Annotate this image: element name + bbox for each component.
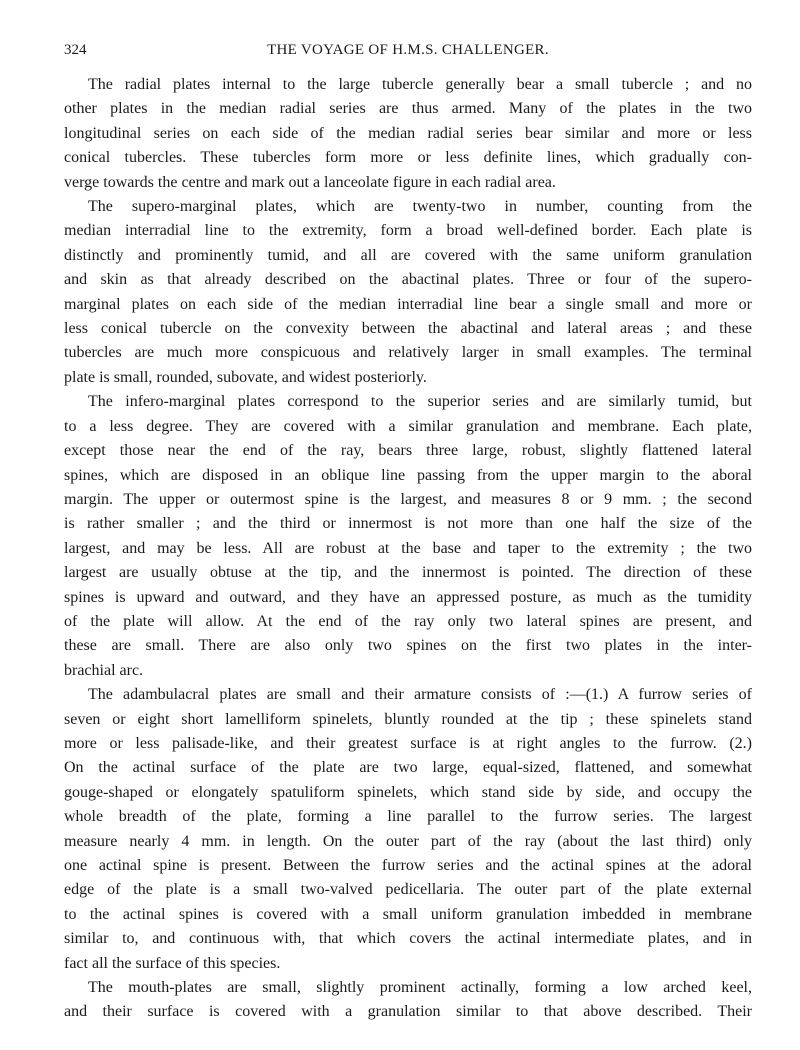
paragraph (64, 73, 752, 195)
text-line: The radial plates internal to the large tubercle generally bear a small tubercle ; and no (88, 76, 752, 93)
text-line: The supero-marginal plates, which are twenty-two in number, counting from the (88, 198, 752, 216)
text-line: except those near the end of the ray, bears three large, robust, slightly flattened lateral (64, 442, 752, 460)
text-line: other plates in the median radial series are thus armed. Many of the plates in the two (64, 100, 752, 118)
paragraph (64, 976, 752, 1025)
text-line: longitudinal series on each side of the median radial series bear similar and more or less (64, 124, 752, 142)
running-title: THE VOYAGE OF H.M.S. CHALLENGER. (267, 42, 549, 58)
text-line: distinctly and prominently tumid, and all are covered with the same uniform granulation (64, 246, 752, 264)
body-text (64, 73, 752, 1025)
text-line: verge towards the centre and mark out a lanceolate figure in each radial area. (64, 173, 556, 191)
text-line: is rather smaller ; and the third or innermost is not more than one half the size of the (64, 515, 752, 533)
text-line: whole breadth of the plate, forming a line parallel to the furrow series. The largest (64, 808, 752, 826)
text-line: one actinal spine is present. Between the furrow series and the actinal spines at the adoral (64, 857, 752, 874)
text-line: margin. The upper or outermost spine is the largest, and measures 8 or 9 mm. ; the second (64, 490, 752, 508)
text-line: more or less palisade-like, and their greatest surface is at right angles to the furrow. (2.) (64, 734, 752, 752)
text-line: gouge-shaped or elongately spatuliform spinelets, which stand side by side, and occupy the (64, 783, 752, 801)
text-line: On the actinal surface of the plate are two large, equal-sized, flattened, and somewhat (64, 759, 752, 777)
paragraph (64, 683, 752, 976)
text-line: median interradial line to the extremity, form a broad well-defined border. Each plate is (64, 222, 752, 240)
text-line: fact all the surface of this species. (64, 954, 281, 972)
text-line: to a less degree. They are covered with a similar granulation and membrane. Each plate, (64, 417, 752, 435)
running-header (64, 42, 752, 62)
text-line: and their surface is covered with a granulation similar to that above described. Their (64, 1003, 752, 1021)
text-line: measure nearly 4 mm. in length. On the outer part of the ray (about the last third) only (64, 832, 752, 850)
text-line: similar to, and continuous with, that which covers the actinal intermediate plates, and in (64, 930, 752, 948)
text-line: to the actinal spines is covered with a small uniform granulation imbedded in membrane (64, 905, 752, 923)
text-line: brachial arc. (64, 661, 144, 679)
text-line: tubercles are much more conspicuous and relatively larger in small examples. The terminal (64, 344, 752, 362)
paragraph (64, 195, 752, 390)
text-line: The infero-marginal plates correspond to the superior series and are similarly tumid, but (88, 393, 752, 411)
text-line: spines, which are disposed in an oblique line passing from the upper margin to the aboral (64, 466, 752, 484)
paragraph (64, 390, 752, 683)
text-line: and skin as that already described on the abactinal plates. Three or four of the supero- (64, 271, 752, 289)
text-line: largest are usually obtuse at the tip, and the innermost is pointed. The direction of these (64, 564, 752, 582)
text-line: largest, and may be less. All are robust at the base and taper to the extremity ; the two (64, 539, 752, 557)
text-line: marginal plates on each side of the median interradial line bear a single small and more or (64, 295, 752, 313)
text-line: spines is upward and outward, and they have an appressed posture, as much as the tumidity (64, 588, 752, 606)
text-line: The mouth-plates are small, slightly prominent actinally, forming a low arched keel, (88, 979, 752, 997)
page-number: 324 (64, 42, 87, 58)
text-line: The adambulacral plates are small and their armature consists of :—(1.) A furrow series of (88, 686, 752, 704)
text-line: edge of the plate is a small two-valved pedicellaria. The outer part of the plate external (64, 881, 752, 899)
text-line: conical tubercles. These tubercles form more or less definite lines, which gradually con- (64, 149, 752, 167)
text-line: less conical tubercle on the convexity between the abactinal and lateral areas ; and these (64, 320, 752, 338)
text-line: of the plate will allow. At the end of the ray only two lateral spines are present, and (64, 612, 752, 630)
text-line: these are small. There are also only two spines on the first two plates in the inter- (64, 637, 752, 655)
text-line: seven or eight short lamelliform spinelets, bluntly rounded at the tip ; these spinelets stand (64, 710, 752, 728)
text-line: plate is small, rounded, subovate, and widest posteriorly. (64, 368, 427, 386)
